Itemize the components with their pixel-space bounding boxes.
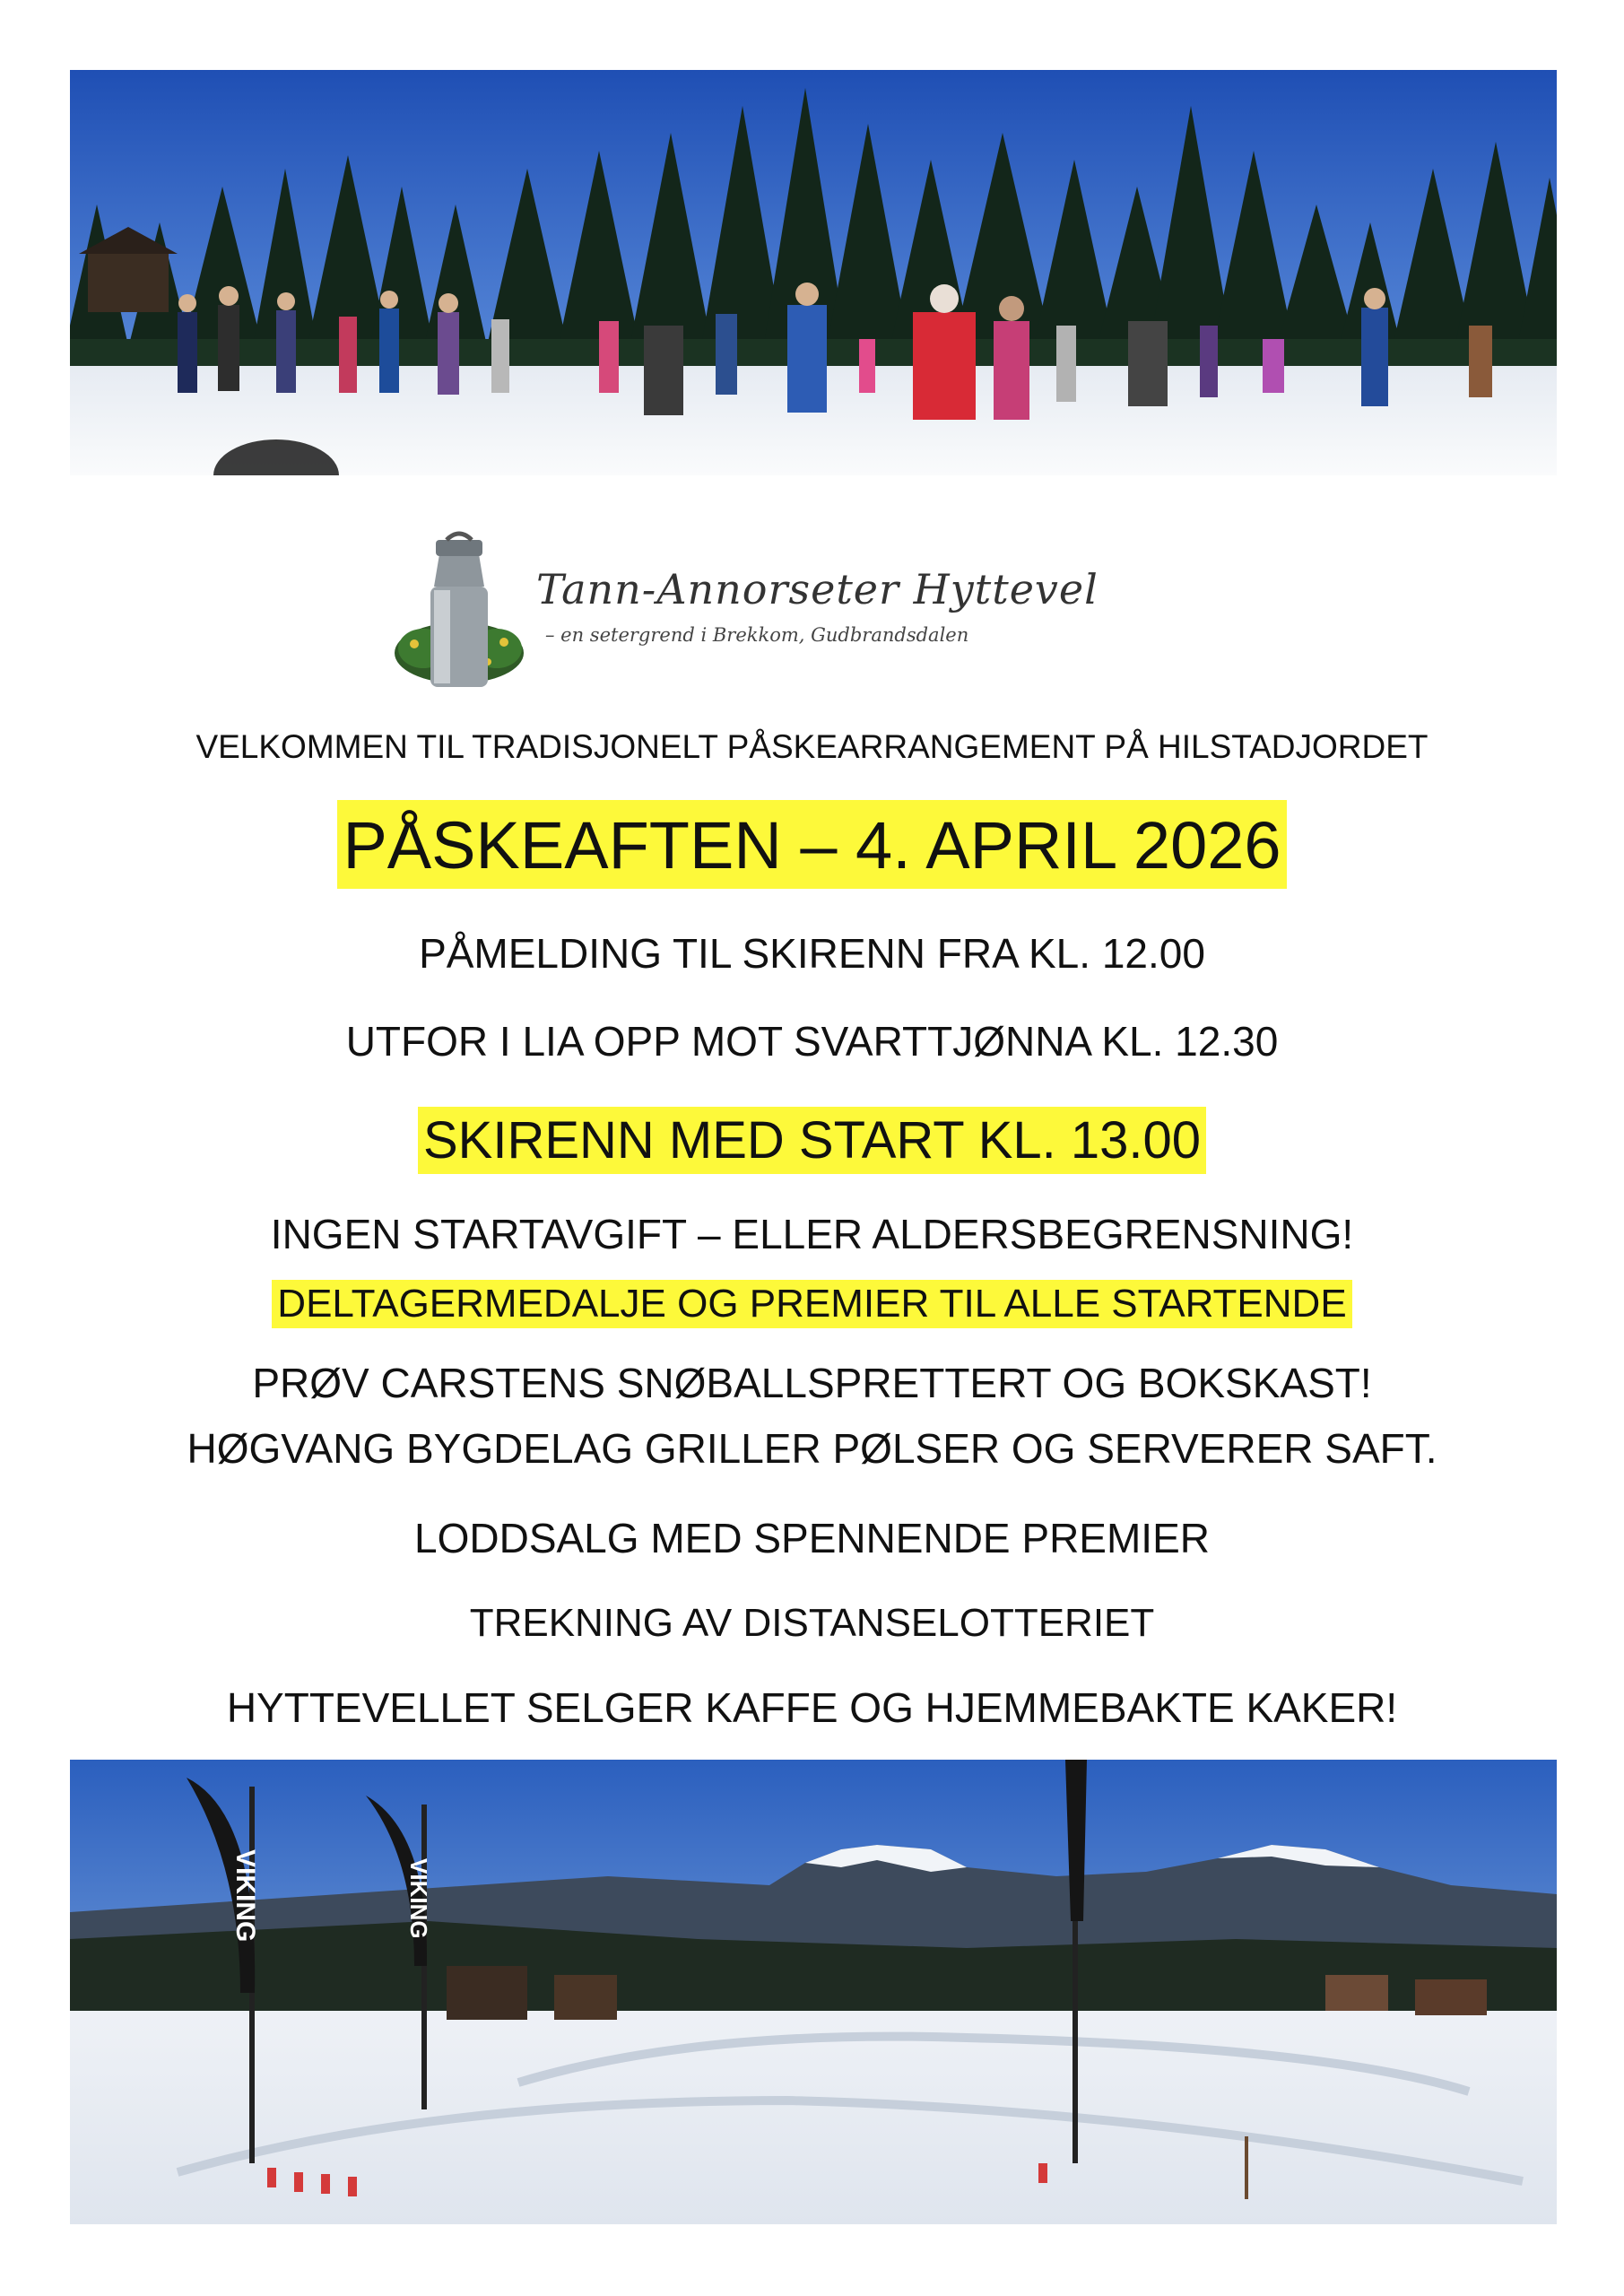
- event-date-text: PÅSKEAFTEN – 4. APRIL 2026: [337, 800, 1286, 889]
- logo-hyttevel: [387, 527, 1212, 698]
- medals-line: [0, 1280, 1624, 1328]
- lottery-text: LODDSALG MED SPENNENDE PREMIER: [414, 1515, 1210, 1561]
- no-fee-line: [0, 1210, 1624, 1258]
- draw-text: TREKNING AV DISTANSELOTTERIET: [469, 1601, 1155, 1645]
- photo-easter-gathering: [70, 70, 1557, 475]
- grill-text: HØGVANG BYGDELAG GRILLER PØLSER OG SERVERER SAFT.: [187, 1425, 1437, 1472]
- logo-name: Tann-Annorseter Hyttevel: [536, 565, 1099, 613]
- event-date-heading: [0, 800, 1624, 889]
- welcome-line: [0, 728, 1624, 766]
- race-start-line: [0, 1107, 1624, 1174]
- snowball-line: [0, 1359, 1624, 1407]
- race-start-text: SKIRENN MED START KL. 13.00: [418, 1107, 1206, 1174]
- welcome-text: VELKOMMEN TIL TRADISJONELT PÅSKEARRANGEMENT PÅ HILSTADJORDET: [195, 728, 1429, 765]
- coffee-line: [0, 1683, 1624, 1732]
- flag-left-text: VIKING: [230, 1849, 260, 1943]
- snowball-text: PRØV CARSTENS SNØBALLSPRETTERT OG BOKSKAST!: [252, 1360, 1372, 1406]
- coffee-text: HYTTEVELLET SELGER KAFFE OG HJEMMEBAKTE KAKER!: [226, 1684, 1398, 1731]
- draw-line: [0, 1601, 1624, 1646]
- downhill-line: [0, 1017, 1624, 1065]
- flag-middle-text: VIKING: [405, 1858, 432, 1939]
- milk-can-icon: [387, 527, 531, 698]
- medals-text: DELTAGERMEDALJE OG PREMIER TIL ALLE STARTENDE: [272, 1280, 1351, 1328]
- signup-line: [0, 929, 1624, 978]
- lottery-line: [0, 1514, 1624, 1562]
- signup-text: PÅMELDING TIL SKIRENN FRA KL. 12.00: [419, 930, 1205, 977]
- grill-line: [0, 1424, 1624, 1473]
- no-fee-text: INGEN STARTAVGIFT – ELLER ALDERSBEGRENSNING!: [270, 1211, 1354, 1257]
- photo-ski-track: [70, 1760, 1557, 2224]
- logo-tagline: – en setergrend i Brekkom, Gudbrandsdalen: [545, 624, 969, 646]
- downhill-text: UTFOR I LIA OPP MOT SVARTTJØNNA KL. 12.30: [345, 1018, 1279, 1065]
